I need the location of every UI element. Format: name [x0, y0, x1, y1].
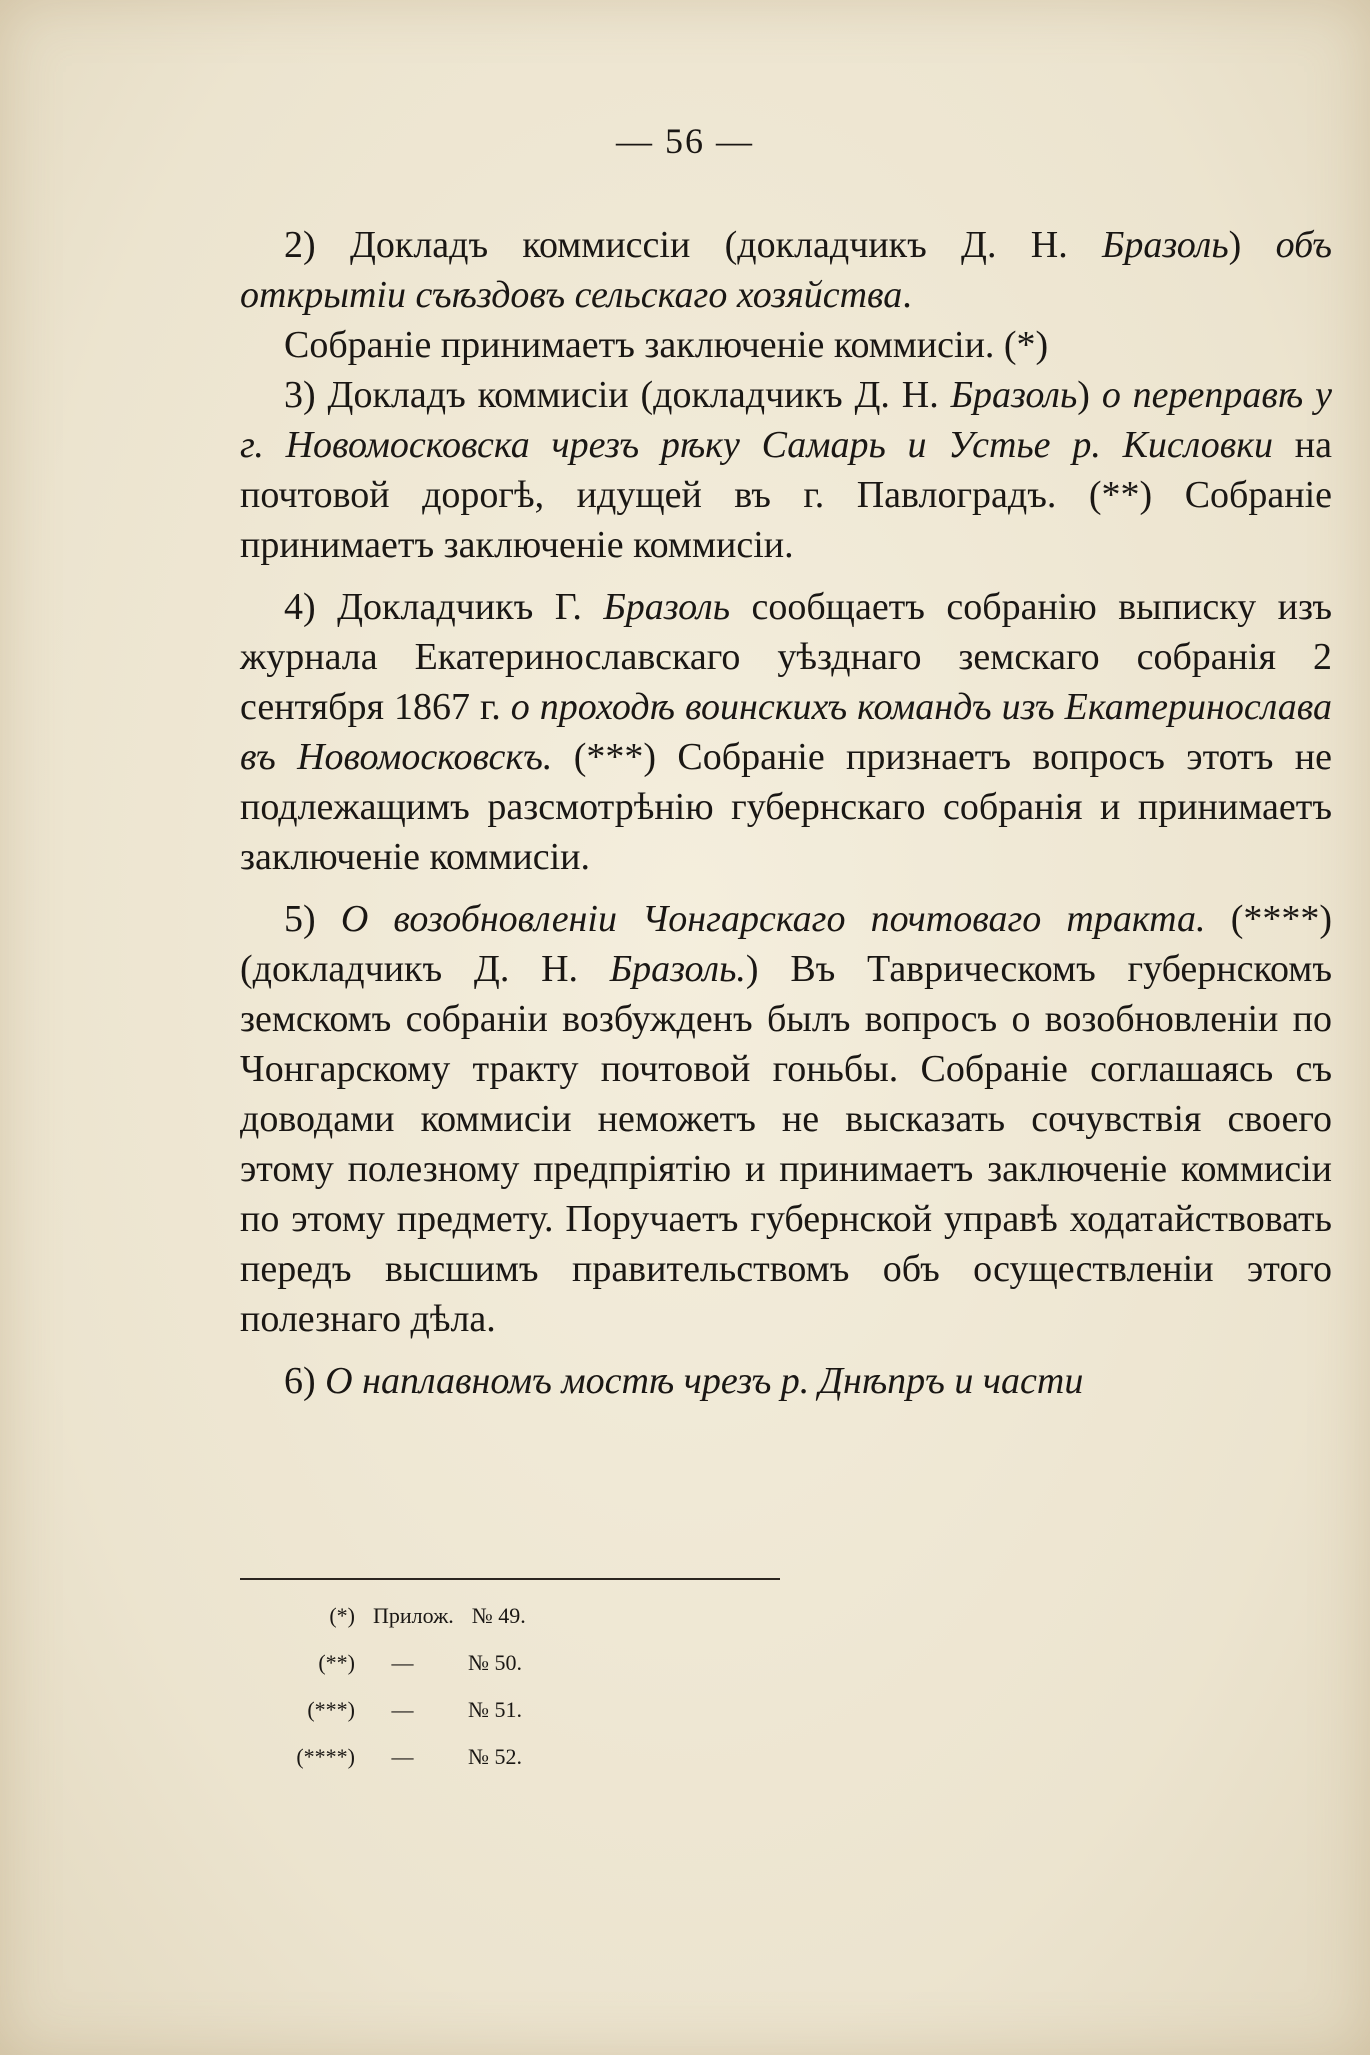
footnote-divider [240, 1578, 780, 1580]
paragraph-5-number: 5) [284, 898, 341, 940]
footnote-mark: (**) [318, 1650, 355, 1675]
paragraph-6-topic: О наплавномъ мостѣ чрезъ р. Днѣпръ и части [325, 1360, 1084, 1402]
paragraph-4-text: 4) Докладчикъ Г. [284, 586, 604, 628]
paragraph-4-topic: о проходѣ воинскихъ командъ изъ Екатеринослава въ Новомосковскъ. [240, 686, 1332, 778]
paragraph-4-resolution: (***) Собраніе признаетъ вопросъ этотъ не подлежащимъ разсмотрѣнію губернскаго собранія и принимаетъ заключеніе коммисіи. [240, 736, 1332, 878]
footnote-4 [240, 1733, 740, 1780]
footnote-ref-word: Прилож. [373, 1603, 454, 1628]
footnotes [240, 1592, 740, 1780]
paragraph-2 [240, 220, 1332, 320]
footnote-2 [240, 1639, 740, 1686]
paragraph-5 [240, 894, 1332, 1344]
footnote-ref-number: № 51. [468, 1697, 522, 1722]
footnote-ref-number: № 52. [468, 1744, 522, 1769]
paragraph-5-topic: О возобновленіи Чонгарскаго почтоваго тракта. [340, 898, 1206, 940]
paragraph-5-body: ) Въ Таврическомъ губернскомъ земскомъ собраніи возбужденъ былъ вопросъ о возобновленіи по Чонгарскому тракту почтовой гоньбы. Собраніе соглашаясь съ доводами коммисіи неможетъ не высказать сочувствія своего этому полезному предпріятію и принимаетъ заключеніе коммисіи по этому предмету. Поручаетъ губернской управѣ ходатайствовать передъ высшимъ правительствомъ объ осуществленіи этого полезнаго дѣла. [240, 948, 1332, 1340]
body-text [240, 220, 1332, 1406]
paragraph-4-reporter: Бразоль [603, 586, 731, 628]
paragraph-2-topic: объ открытіи съѣздовъ сельскаго хозяйства [240, 224, 1333, 316]
footnote-1 [240, 1592, 740, 1639]
paragraph-5-reporter: Бразоль. [609, 948, 746, 990]
paragraph-3-text: 3) Докладъ коммисіи (докладчикъ Д. Н. [284, 374, 951, 416]
paragraph-3-topic: о переправѣ у г. Новомосковска чрезъ рѣку Самарь и Устье р. Кисловки [240, 374, 1332, 466]
paragraph-3-text-b: ) [1077, 374, 1102, 416]
footnote-mark: (****) [296, 1744, 355, 1769]
footnote-ref-word: — [391, 1744, 414, 1769]
paragraph-6 [240, 1356, 1332, 1406]
paragraph-6-number: 6) [284, 1360, 326, 1402]
paragraph-3 [240, 370, 1332, 570]
paragraph-5-text: (****) (докладчикъ Д. Н. [240, 898, 1333, 990]
footnote-3 [240, 1686, 740, 1733]
paragraph-2-end: . [902, 274, 912, 316]
paragraph-2-text: 2) Докладъ коммиссіи (докладчикъ Д. Н. [284, 224, 1103, 266]
paragraph-2-resolution: Собраніе принимаетъ заключеніе коммисіи. (*) [284, 324, 1049, 366]
paragraph-3-reporter: Бразоль [950, 374, 1078, 416]
paragraph-4 [240, 582, 1332, 882]
paragraph-2-text-b: ) [1228, 224, 1276, 266]
footnote-mark: (*) [329, 1603, 355, 1628]
paragraph-4-body: сообщаетъ собранію выписку изъ журнала Екатеринославскаго уѣзднаго земскаго собранія 2 сентября 1867 г. [240, 586, 1332, 728]
footnote-ref-word: — [391, 1697, 414, 1722]
page-number: — 56 — [616, 121, 754, 161]
footnote-ref-word: — [391, 1650, 414, 1675]
paragraph-2-reporter: Бразоль [1102, 224, 1229, 266]
footnote-ref-number: № 50. [468, 1650, 522, 1675]
footnote-mark: (***) [307, 1697, 355, 1722]
paragraph-3-body: на почтовой дорогѣ, идущей въ г. Павлоградъ. (**) Собраніе принимаетъ заключеніе коммисіи. [240, 424, 1332, 566]
footnote-ref-number: № 49. [471, 1603, 526, 1628]
